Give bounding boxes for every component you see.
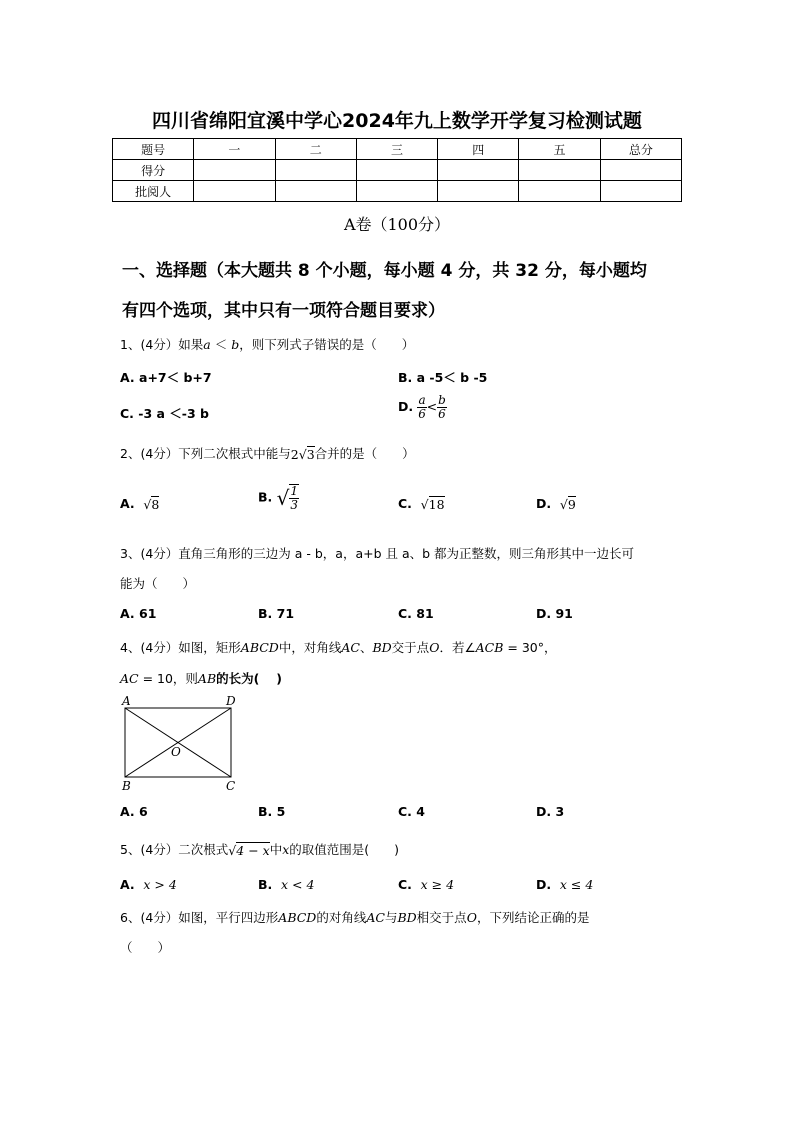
q6-stem-line1: 6、(4分）如图，平行四边形ABCD的对角线AC与BD相交于点O，下列结论正确的是	[120, 910, 590, 925]
table-row	[113, 181, 682, 202]
q1-option-c[interactable]: C. -3 a ＜-3 b	[120, 406, 209, 421]
table-cell	[194, 181, 275, 202]
q3-stem-line2: 能为（ ）	[120, 576, 196, 591]
table-cell: 四	[438, 139, 519, 160]
label-b: B	[122, 779, 131, 793]
q4-stem-line2: AC = 10，则AB的长为( )	[120, 671, 282, 686]
q3-option-c[interactable]: C. 81	[398, 606, 434, 621]
q2-option-d[interactable]: D. √9	[536, 496, 576, 512]
label-a: A	[122, 694, 131, 708]
q3-option-b[interactable]: B. 71	[258, 606, 295, 621]
q6-stem-line2: （ ）	[120, 940, 171, 955]
table-cell	[275, 181, 356, 202]
exam-title: 四川省绵阳宜溪中学心2024年九上数学开学复习检测试题	[152, 110, 642, 132]
q4-option-d[interactable]: D. 3	[536, 804, 565, 819]
q2-option-c[interactable]: C. √18	[398, 496, 445, 512]
q5-stem: 5、(4分）二次根式√4 − x中x的取值范围是( )	[120, 842, 400, 858]
q5-option-a[interactable]: A. x > 4	[120, 877, 177, 892]
q3-option-d[interactable]: D. 91	[536, 606, 573, 621]
table-row	[113, 139, 682, 160]
table-cell: 得分	[113, 160, 194, 181]
q2-stem: 2、(4分）下列二次根式中能与2√3合并的是（ ）	[120, 446, 415, 462]
table-cell	[438, 181, 519, 202]
score-table	[112, 138, 682, 202]
rectangle-diagram	[116, 694, 246, 794]
label-c: C	[226, 779, 236, 793]
q1-stem: 1、(4分）如果a ＜ b，则下列式子错误的是（ ）	[120, 337, 415, 352]
q1-option-b[interactable]: B. a -5＜ b -5	[398, 370, 488, 385]
q2-option-b[interactable]: B. √ $\frac{1}{3}$	[258, 484, 299, 512]
q5-option-d[interactable]: D. x ≤ 4	[536, 877, 594, 892]
q1-option-a[interactable]: A. a+7＜ b+7	[120, 370, 212, 385]
table-cell: 一	[194, 139, 275, 160]
fraction-b-over-6: $\frac{b}{6}$	[438, 393, 446, 421]
part1-heading-line1: 一、选择题（本大题共 8 个小题，每小题 4 分，共 32 分，每小题均	[122, 261, 647, 281]
table-cell: 题号	[113, 139, 194, 160]
table-cell	[356, 160, 437, 181]
table-cell	[438, 160, 519, 181]
table-cell	[356, 181, 437, 202]
q2-option-a[interactable]: A. √8	[120, 496, 160, 512]
table-cell	[519, 181, 600, 202]
table-row	[113, 160, 682, 181]
label-o: O	[171, 745, 181, 759]
q5-option-b[interactable]: B. x < 4	[258, 877, 315, 892]
table-cell	[519, 160, 600, 181]
table-cell: 批阅人	[113, 181, 194, 202]
q4-option-c[interactable]: C. 4	[398, 804, 425, 819]
q3-option-a[interactable]: A. 61	[120, 606, 157, 621]
table-cell: 总分	[600, 139, 681, 160]
q4-stem-line1: 4、(4分）如图，矩形ABCD中，对角线AC、BD交于点O．若∠ACB = 30°，	[120, 640, 557, 655]
table-cell	[600, 160, 681, 181]
q3-stem-line1: 3、(4分）直角三角形的三边为 a - b，a，a+b 且 a、b 都为正整数，则三角形其中一边长可	[120, 546, 635, 561]
table-cell	[194, 160, 275, 181]
q1-option-d[interactable]: D. $\frac{a}{6}$ < $\frac{b}{6}$	[398, 393, 446, 421]
q4-option-b[interactable]: B. 5	[258, 804, 286, 819]
table-cell: 二	[275, 139, 356, 160]
section-a-heading: A卷（100分）	[343, 215, 451, 234]
table-cell	[275, 160, 356, 181]
q5-option-c[interactable]: C. x ≥ 4	[398, 877, 455, 892]
fraction-a-over-6: $\frac{a}{6}$	[418, 393, 426, 421]
part1-heading-line2: 有四个选项，其中只有一项符合题目要求）	[122, 301, 445, 321]
q4-option-a[interactable]: A. 6	[120, 804, 148, 819]
table-cell: 五	[519, 139, 600, 160]
table-cell: 三	[356, 139, 437, 160]
table-cell	[600, 181, 681, 202]
label-d: D	[226, 694, 236, 708]
